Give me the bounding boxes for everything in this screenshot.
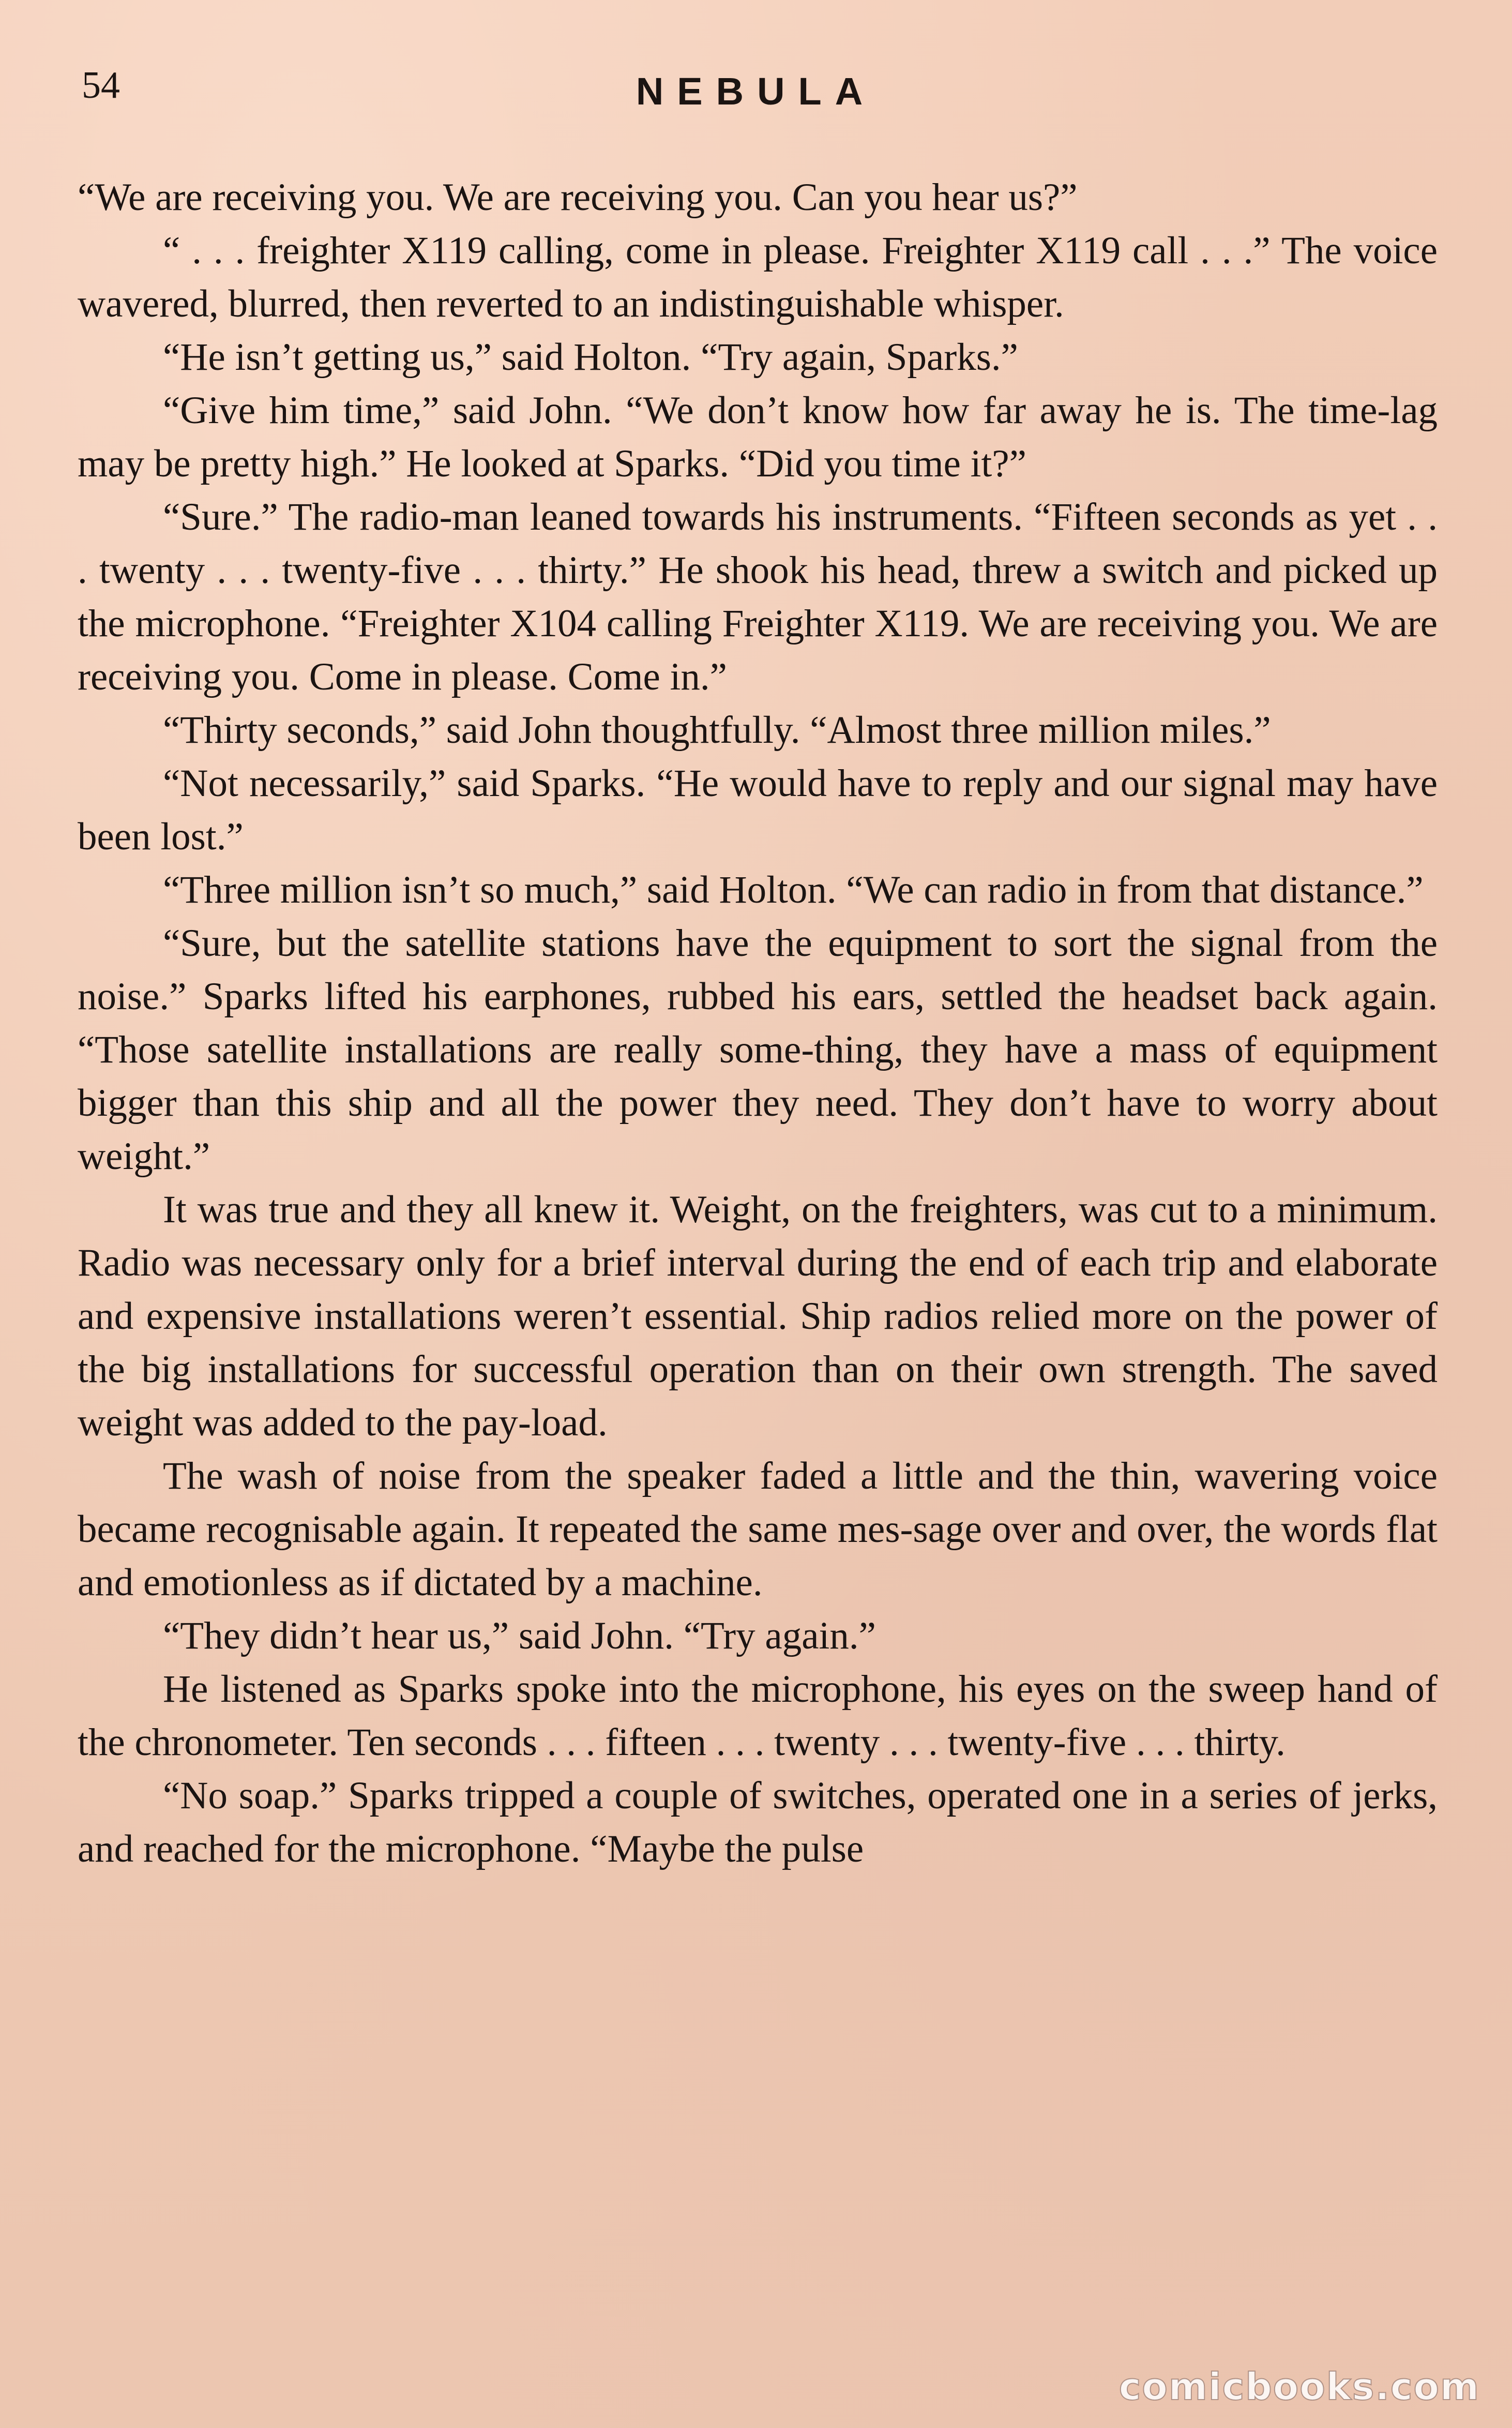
paragraph: “No soap.” Sparks tripped a couple of switches, operated one in a series of jerks, and reached for the microphone. “Maybe the pulse	[78, 1774, 1438, 1870]
paragraph: “Give him time,” said John. “We don’t know how far away he is. The time-lag may be pretty high.” He looked at Sparks. “Did you time it?”	[78, 389, 1438, 485]
running-head: NEBULA	[636, 70, 876, 113]
paragraph: “We are receiving you. We are receiving you. Can you hear us?”	[78, 176, 1078, 219]
paragraph: It was true and they all knew it. Weight, on the freighters, was cut to a minimum. Radio was necessary only for a brief interval during the end of each trip and elaborate and expensive installations weren’t essential. Ship radios relied more on the power of the big installations for successful operation than on their own strength. The saved weight was added to the pay-load.	[78, 1188, 1438, 1444]
paragraph: “Sure.” The radio-man leaned towards his instruments. “Fifteen seconds as yet . . . twenty . . . twenty-five . . . thirty.” He shook his head, threw a switch and picked up the microphone. “Freighter X104 calling Freighter X119. We are receiving you. We are receiving you. Come in please. Come in.”	[78, 496, 1438, 698]
paragraph: “Sure, but the satellite stations have the equipment to sort the signal from the noise.” Sparks lifted his earphones, rubbed his ears, settled the headset back again. “Those satellite installations are really some-thing, they have a mass of equipment bigger than this ship and all the power they need. They don’t have to worry about weight.”	[78, 922, 1438, 1178]
paragraph: “Three million isn’t so much,” said Holton. “We can radio in from that distance.”	[163, 868, 1424, 911]
watermark: comicbooks.com	[1118, 2365, 1480, 2408]
paragraph: “He isn’t getting us,” said Holton. “Try again, Sparks.”	[163, 336, 1018, 379]
paragraph: “Thirty seconds,” said John thoughtfully. “Almost three million miles.”	[163, 709, 1271, 752]
paragraph: The wash of noise from the speaker faded a little and the thin, wavering voice became recognisable again. It repeated the same mes-sage over and over, the words flat and emotionless as if dictated by a machine.	[78, 1455, 1438, 1604]
paragraph: “ . . . freighter X119 calling, come in please. Freighter X119 call . . .” The voice wavered, blurred, then reverted to an indistinguishable whisper.	[78, 229, 1438, 325]
page-number: 54	[82, 64, 120, 107]
paragraph: “They didn’t hear us,” said John. “Try again.”	[163, 1614, 876, 1657]
paragraph: He listened as Sparks spoke into the microphone, his eyes on the sweep hand of the chronometer. Ten seconds . . . fifteen . . . twenty . . . twenty-five . . . thirty.	[78, 1668, 1438, 1764]
paragraph: “Not necessarily,” said Sparks. “He would have to reply and our signal may have been lost.”	[78, 762, 1438, 858]
body-text	[78, 171, 1438, 1876]
